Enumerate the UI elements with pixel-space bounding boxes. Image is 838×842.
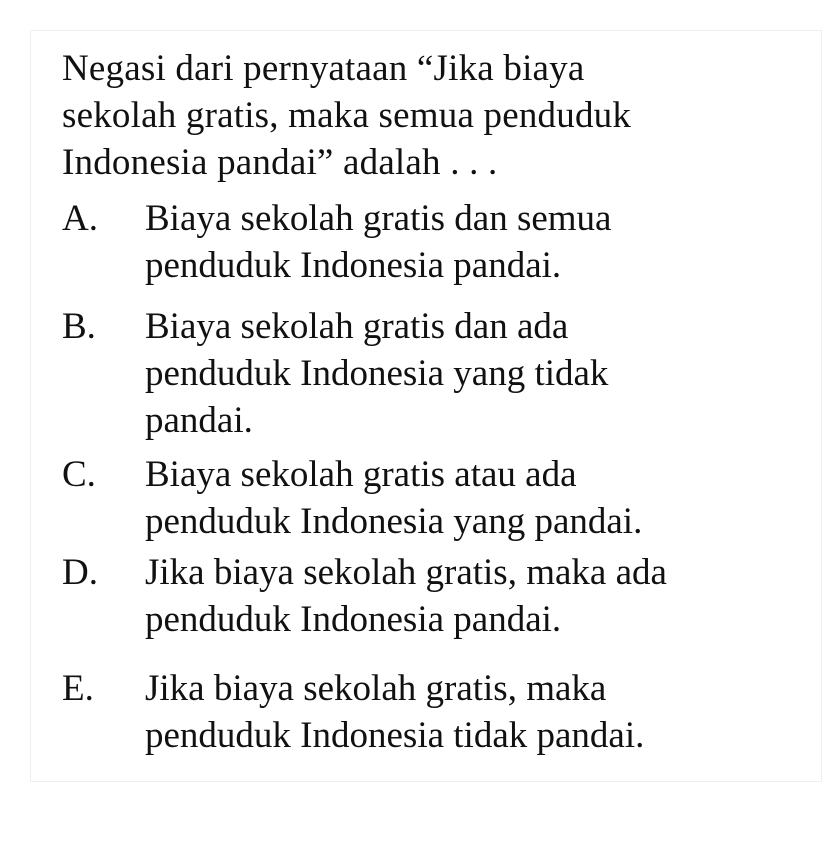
option-letter: E.	[62, 668, 94, 709]
option-letter: A.	[62, 198, 98, 239]
option-letter: D.	[62, 552, 98, 593]
option-text: Biaya sekolah gratis dan ada penduduk Indonesia yang tidak pandai.	[145, 306, 609, 441]
option-text: Biaya sekolah gratis atau ada penduduk Indonesia yang pandai.	[145, 454, 643, 542]
option-text: Biaya sekolah gratis dan semua penduduk Indonesia pandai.	[145, 198, 612, 286]
option-letter: C.	[62, 454, 96, 495]
option-text: Jika biaya sekolah gratis, maka ada penduduk Indonesia pandai.	[145, 552, 667, 640]
option-text: Jika biaya sekolah gratis, maka penduduk Indonesia tidak pandai.	[145, 668, 645, 756]
option-letter: B.	[62, 306, 96, 347]
question-text: Negasi dari pernyataan “Jika biaya sekolah gratis, maka semua penduduk Indonesia pandai” adalah . . .	[62, 48, 632, 183]
